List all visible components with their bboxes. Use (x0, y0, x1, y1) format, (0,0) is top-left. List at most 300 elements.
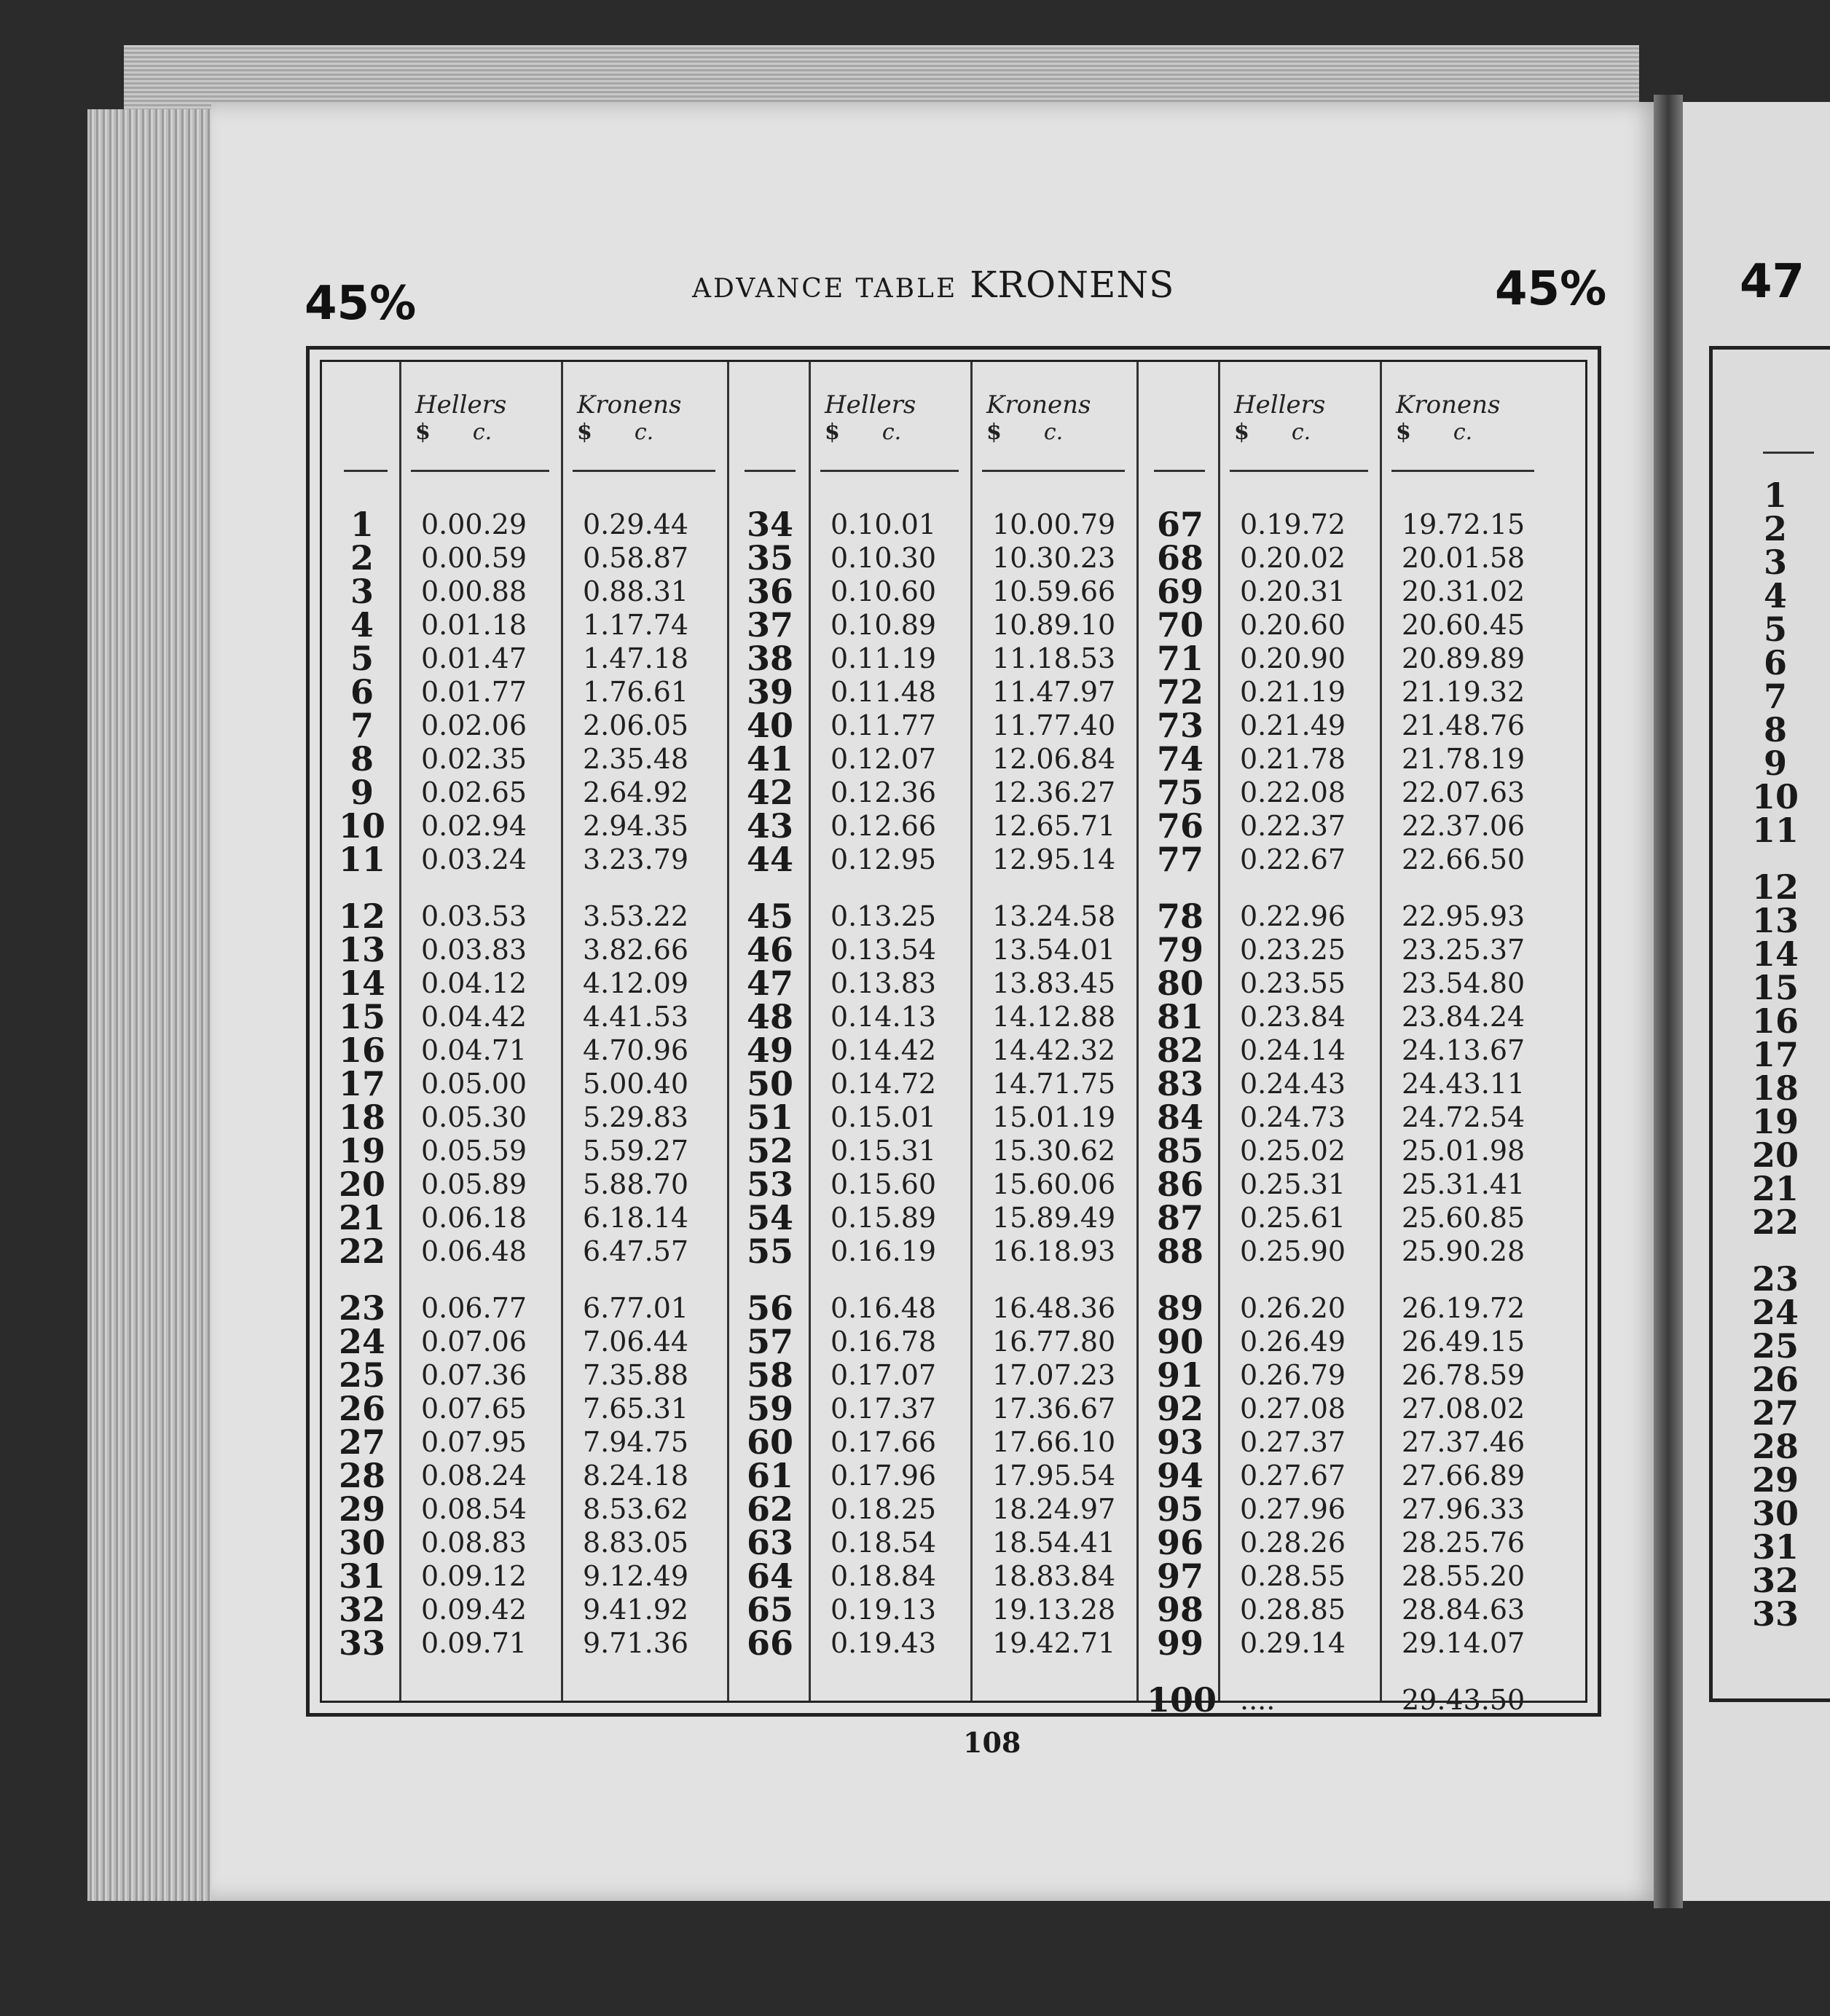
table-cell: 16.18.93 (992, 1235, 1116, 1267)
table-cell: 0.02.94 (421, 810, 527, 842)
table-cell: 0.28.55 (1240, 1560, 1346, 1592)
row-number: 32 (1751, 1561, 1799, 1600)
row-number: 78 (1156, 897, 1203, 936)
table-cell: 20.31.02 (1402, 575, 1525, 607)
table-cell: 0.20.90 (1240, 642, 1346, 674)
column-divider (727, 362, 729, 1701)
row-number: 7 (350, 706, 374, 745)
row-number: 89 (1156, 1288, 1203, 1328)
table-cell: .... (1240, 1684, 1276, 1716)
header-rule (820, 470, 959, 472)
row-number: 16 (338, 1031, 385, 1070)
row-number: 37 (746, 605, 793, 645)
row-number: 8 (1763, 710, 1787, 749)
row-number: 38 (746, 639, 793, 678)
table-cell: 0.05.00 (421, 1068, 527, 1100)
row-number: 13 (338, 930, 385, 969)
row-number: 40 (746, 706, 793, 745)
header-rule (1154, 470, 1205, 472)
table-cell: 7.35.88 (583, 1359, 689, 1391)
row-number: 22 (1751, 1202, 1799, 1242)
row-number: 30 (338, 1523, 385, 1562)
table-cell: 0.06.18 (421, 1202, 527, 1234)
row-number: 93 (1156, 1422, 1203, 1462)
row-number: 2 (1763, 509, 1787, 548)
row-number: 11 (1751, 811, 1799, 850)
header-rule (982, 470, 1125, 472)
row-number: 3 (350, 572, 374, 611)
table-cell: 0.09.71 (421, 1627, 527, 1659)
table-cell: 0.00.29 (421, 508, 527, 540)
next-page-header-rule (1763, 452, 1814, 454)
row-number: 45 (746, 897, 793, 936)
row-number: 52 (746, 1131, 793, 1170)
table-cell: 0.24.73 (1240, 1101, 1346, 1133)
table-cell: 5.00.40 (583, 1068, 689, 1100)
table-cell: 0.10.30 (830, 542, 937, 574)
row-number: 10 (338, 806, 385, 846)
table-cell: 27.96.33 (1402, 1493, 1525, 1525)
table-cell: 10.89.10 (992, 609, 1116, 641)
row-gap (1240, 1268, 1371, 1291)
row-number: 14 (338, 964, 385, 1003)
advance-table-inner (320, 360, 1587, 1720)
row-number: 18 (338, 1098, 385, 1137)
table-cell: 0.17.66 (830, 1426, 937, 1458)
table-cell: 0.21.19 (1240, 676, 1346, 708)
row-number: 1 (1763, 476, 1787, 515)
row-gap (583, 1268, 721, 1291)
row-gap (830, 1268, 962, 1291)
next-page-number-column (1743, 476, 1808, 1634)
row-number: 21 (338, 1198, 385, 1237)
table-cell: 0.19.43 (830, 1627, 937, 1659)
page-title (692, 264, 1231, 306)
table-cell: 0.09.12 (421, 1560, 527, 1592)
table-cell: 0.05.89 (421, 1168, 527, 1200)
row-number: 30 (1751, 1494, 1799, 1533)
table-cell: 22.95.93 (1402, 900, 1525, 932)
row-number: 53 (746, 1165, 793, 1204)
row-number: 14 (1751, 934, 1799, 974)
table-cell: 0.12.36 (830, 776, 937, 808)
table-cell: 0.23.55 (1240, 967, 1346, 999)
table-cell: 0.01.47 (421, 642, 527, 674)
row-number: 2 (350, 538, 374, 578)
table-cell: 0.16.48 (830, 1292, 937, 1324)
table-cell: 0.08.54 (421, 1493, 527, 1525)
table-cell: 0.01.18 (421, 609, 527, 641)
row-number: 24 (1751, 1293, 1799, 1332)
table-cell: 0.20.02 (1240, 542, 1346, 574)
table-cell: 0.03.83 (421, 934, 527, 966)
table-cell: 9.12.49 (583, 1560, 689, 1592)
row-number: 17 (1751, 1035, 1799, 1074)
table-cell: 0.13.25 (830, 900, 937, 932)
row-number: 82 (1156, 1031, 1203, 1070)
header-kronens-2: Kronens $ c. (986, 390, 1091, 445)
table-cell: 0.24.14 (1240, 1034, 1346, 1066)
table-cell: 10.00.79 (992, 508, 1116, 540)
header-hellers-1: Hellers $ c. (415, 390, 507, 445)
column-divider (809, 362, 811, 1701)
table-cell: 26.19.72 (1402, 1292, 1525, 1324)
table-cell: 0.16.19 (830, 1235, 937, 1267)
table-cell: 0.04.71 (421, 1034, 527, 1066)
table-cell: 0.19.13 (830, 1594, 937, 1626)
table-cell: 8.83.05 (583, 1527, 689, 1559)
hellers-column-3 (1240, 508, 1371, 1717)
table-cell: 7.94.75 (583, 1426, 689, 1458)
table-cell: 24.13.67 (1402, 1034, 1525, 1066)
table-cell: 0.14.13 (830, 1001, 937, 1033)
row-number: 60 (746, 1422, 793, 1462)
table-cell: 0.10.89 (830, 609, 937, 641)
table-cell: 5.88.70 (583, 1168, 689, 1200)
table-cell: 11.47.97 (992, 676, 1116, 708)
row-number: 85 (1156, 1131, 1203, 1170)
table-cell: 0.18.54 (830, 1527, 937, 1559)
table-cell: 0.08.24 (421, 1460, 527, 1492)
table-cell: 6.77.01 (583, 1292, 689, 1324)
table-cell: 0.07.65 (421, 1393, 527, 1425)
table-cell: 0.15.01 (830, 1101, 937, 1133)
table-cell: 10.30.23 (992, 542, 1116, 574)
table-cell: 1.76.61 (583, 676, 689, 708)
row-number: 4 (1763, 576, 1787, 615)
row-number: 97 (1156, 1556, 1203, 1596)
row-number: 73 (1156, 706, 1203, 745)
table-cell: 0.27.96 (1240, 1493, 1346, 1525)
table-cell: 0.16.78 (830, 1326, 937, 1358)
table-cell: 0.14.42 (830, 1034, 937, 1066)
number-column-3 (1147, 505, 1217, 1720)
table-cell: 0.22.67 (1240, 843, 1346, 875)
table-cell: 22.37.06 (1402, 810, 1525, 842)
row-number: 95 (1156, 1489, 1203, 1529)
table-cell: 9.41.92 (583, 1594, 689, 1626)
table-cell: 2.35.48 (583, 743, 689, 775)
row-number: 13 (1751, 901, 1799, 940)
table-cell: 15.30.62 (992, 1135, 1116, 1167)
advance-table (306, 346, 1601, 1720)
row-number: 32 (338, 1590, 385, 1629)
table-cell: 0.11.48 (830, 676, 937, 708)
table-cell: 16.48.36 (992, 1292, 1116, 1324)
number-column-1 (329, 505, 395, 1663)
table-cell: 29.14.07 (1402, 1627, 1525, 1659)
row-number: 54 (746, 1198, 793, 1237)
table-cell: 23.25.37 (1402, 934, 1525, 966)
table-cell: 0.20.31 (1240, 575, 1346, 607)
row-number: 18 (1751, 1068, 1799, 1108)
column-divider (1218, 362, 1220, 1701)
row-gap (1240, 1660, 1371, 1683)
table-cell: 0.09.42 (421, 1594, 527, 1626)
table-cell: 0.15.60 (830, 1168, 937, 1200)
table-cell: 0.02.06 (421, 709, 527, 741)
table-cell: 0.15.89 (830, 1202, 937, 1234)
row-number: 6 (350, 672, 374, 712)
row-gap (1240, 876, 1371, 899)
table-cell: 0.26.49 (1240, 1326, 1346, 1358)
row-number: 5 (350, 639, 374, 678)
table-cell: 7.65.31 (583, 1393, 689, 1425)
row-number: 4 (350, 605, 374, 645)
table-cell: 13.54.01 (992, 934, 1116, 966)
row-number: 29 (338, 1489, 385, 1529)
row-gap (583, 876, 721, 899)
row-number: 77 (1156, 840, 1203, 879)
row-gap (421, 1268, 552, 1291)
row-number: 47 (746, 964, 793, 1003)
table-cell: 10.59.66 (992, 575, 1116, 607)
table-cell: 27.08.02 (1402, 1393, 1525, 1425)
title-small: ADVANCE TABLE (692, 274, 958, 304)
row-number: 94 (1156, 1456, 1203, 1495)
table-cell: 3.82.66 (583, 934, 689, 966)
table-cell: 0.11.19 (830, 642, 937, 674)
row-number: 5 (1763, 610, 1787, 649)
row-number: 12 (1751, 867, 1799, 907)
table-cell: 0.24.43 (1240, 1068, 1346, 1100)
table-cell: 1.17.74 (583, 609, 689, 641)
table-cell: 22.07.63 (1402, 776, 1525, 808)
row-number: 34 (746, 505, 793, 544)
table-cell: 23.84.24 (1402, 1001, 1525, 1033)
table-cell: 0.26.79 (1240, 1359, 1346, 1391)
table-cell: 0.20.60 (1240, 609, 1346, 641)
row-number: 81 (1156, 997, 1203, 1036)
row-number: 39 (746, 672, 793, 712)
table-cell: 14.12.88 (992, 1001, 1116, 1033)
row-number: 64 (746, 1556, 793, 1596)
table-cell: 0.12.95 (830, 843, 937, 875)
table-cell: 0.19.72 (1240, 508, 1346, 540)
table-cell: 2.94.35 (583, 810, 689, 842)
row-number: 16 (1751, 1001, 1799, 1041)
table-cell: 4.12.09 (583, 967, 689, 999)
header-rule (1391, 470, 1534, 472)
row-number: 58 (746, 1355, 793, 1395)
table-cell: 0.03.24 (421, 843, 527, 875)
row-gap (830, 876, 962, 899)
table-cell: 0.22.37 (1240, 810, 1346, 842)
table-cell: 0.58.87 (583, 542, 689, 574)
row-number: 48 (746, 997, 793, 1036)
row-number: 23 (1751, 1259, 1799, 1299)
table-cell: 0.21.78 (1240, 743, 1346, 775)
table-cell: 0.06.48 (421, 1235, 527, 1267)
row-number: 15 (1751, 968, 1799, 1007)
table-cell: 0.01.77 (421, 676, 527, 708)
table-cell: 12.95.14 (992, 843, 1116, 875)
table-cell: 0.18.25 (830, 1493, 937, 1525)
row-number: 31 (338, 1556, 385, 1596)
table-cell: 19.42.71 (992, 1627, 1116, 1659)
row-number: 20 (1751, 1135, 1799, 1175)
table-cell: 20.01.58 (1402, 542, 1525, 574)
table-cell: 20.60.45 (1402, 609, 1525, 641)
row-number: 65 (746, 1590, 793, 1629)
row-number: 19 (1751, 1102, 1799, 1141)
row-gap (1402, 876, 1540, 899)
table-cell: 14.71.75 (992, 1068, 1116, 1100)
table-cell: 0.13.54 (830, 934, 937, 966)
row-number: 29 (1751, 1460, 1799, 1500)
row-number: 28 (1751, 1427, 1799, 1466)
table-cell: 0.07.06 (421, 1326, 527, 1358)
table-cell: 2.06.05 (583, 709, 689, 741)
table-cell: 0.26.20 (1240, 1292, 1346, 1324)
table-cell: 0.12.66 (830, 810, 937, 842)
row-number: 86 (1156, 1165, 1203, 1204)
percent-next-page: 47 (1740, 255, 1805, 309)
column-divider (1380, 362, 1382, 1701)
table-cell: 0.02.35 (421, 743, 527, 775)
table-cell: 28.55.20 (1402, 1560, 1525, 1592)
table-cell: 0.04.42 (421, 1001, 527, 1033)
header-kronens-3: Kronens $ c. (1396, 390, 1501, 445)
row-number: 56 (746, 1288, 793, 1328)
row-number: 72 (1156, 672, 1203, 712)
row-number: 10 (1751, 777, 1799, 816)
table-cell: 0.25.90 (1240, 1235, 1346, 1267)
book-gutter (1654, 95, 1683, 1908)
row-number: 24 (338, 1322, 385, 1361)
table-cell: 0.18.84 (830, 1560, 937, 1592)
table-cell: 0.29.44 (583, 508, 689, 540)
row-number: 28 (338, 1456, 385, 1495)
table-cell: 15.89.49 (992, 1202, 1116, 1234)
row-gap (421, 876, 552, 899)
table-cell: 19.13.28 (992, 1594, 1116, 1626)
row-number: 8 (350, 739, 374, 779)
table-cell: 8.53.62 (583, 1493, 689, 1525)
table-cell: 21.78.19 (1402, 743, 1525, 775)
row-number: 26 (338, 1389, 385, 1428)
table-cell: 2.64.92 (583, 776, 689, 808)
title-large: KRONENS (970, 264, 1175, 306)
row-number: 62 (746, 1489, 793, 1529)
table-cell: 17.36.67 (992, 1393, 1116, 1425)
row-number: 9 (1763, 744, 1787, 783)
table-cell: 0.22.08 (1240, 776, 1346, 808)
table-cell: 17.95.54 (992, 1460, 1116, 1492)
row-number: 74 (1156, 739, 1203, 779)
table-cell: 26.49.15 (1402, 1326, 1525, 1358)
row-number: 75 (1156, 773, 1203, 812)
row-number: 25 (1751, 1326, 1799, 1366)
row-number: 41 (746, 739, 793, 779)
row-gap (992, 1268, 1131, 1291)
hellers-column-2 (830, 508, 962, 1660)
table-cell: 0.88.31 (583, 575, 689, 607)
row-number: 70 (1156, 605, 1203, 645)
table-cell: 0.07.95 (421, 1426, 527, 1458)
row-number: 3 (1763, 543, 1787, 582)
table-cell: 17.66.10 (992, 1426, 1116, 1458)
table-cell: 0.27.67 (1240, 1460, 1346, 1492)
row-number: 55 (746, 1232, 793, 1271)
table-cell: 18.54.41 (992, 1527, 1116, 1559)
table-cell: 5.59.27 (583, 1135, 689, 1167)
table-cell: 0.28.26 (1240, 1527, 1346, 1559)
row-number: 67 (1156, 505, 1203, 544)
row-number: 96 (1156, 1523, 1203, 1562)
row-number: 51 (746, 1098, 793, 1137)
table-cell: 0.25.02 (1240, 1135, 1346, 1167)
row-number: 36 (746, 572, 793, 611)
table-cell: 15.01.19 (992, 1101, 1116, 1133)
table-cell: 0.00.59 (421, 542, 527, 574)
table-cell: 21.48.76 (1402, 709, 1525, 741)
row-number: 83 (1156, 1064, 1203, 1103)
kronens-column-3 (1402, 508, 1540, 1717)
row-number: 59 (746, 1389, 793, 1428)
header-rule (344, 470, 388, 472)
row-number: 27 (1751, 1393, 1799, 1433)
row-number: 91 (1156, 1355, 1203, 1395)
table-cell: 4.70.96 (583, 1034, 689, 1066)
header-hellers-2: Hellers $ c. (825, 390, 916, 445)
header-rule (1230, 470, 1368, 472)
table-cell: 12.36.27 (992, 776, 1116, 808)
row-gap (992, 876, 1131, 899)
table-cell: 0.17.07 (830, 1359, 937, 1391)
table-cell: 11.18.53 (992, 642, 1116, 674)
row-number: 9 (350, 773, 374, 812)
row-number: 43 (746, 806, 793, 846)
row-number: 92 (1156, 1389, 1203, 1428)
table-cell: 0.14.72 (830, 1068, 937, 1100)
table-cell: 0.17.96 (830, 1460, 937, 1492)
table-cell: 0.23.25 (1240, 934, 1346, 966)
table-cell: 0.15.31 (830, 1135, 937, 1167)
percent-right: 45% (1495, 262, 1607, 316)
table-cell: 27.37.46 (1402, 1426, 1525, 1458)
row-number: 17 (338, 1064, 385, 1103)
table-cell: 13.83.45 (992, 967, 1116, 999)
header-rule (745, 470, 796, 472)
table-cell: 25.90.28 (1402, 1235, 1525, 1267)
row-number: 63 (746, 1523, 793, 1562)
table-cell: 0.27.08 (1240, 1393, 1346, 1425)
table-cell: 0.23.84 (1240, 1001, 1346, 1033)
row-number: 6 (1763, 643, 1787, 682)
table-cell: 12.65.71 (992, 810, 1116, 842)
table-cell: 3.23.79 (583, 843, 689, 875)
table-cell: 0.12.07 (830, 743, 937, 775)
table-cell: 23.54.80 (1402, 967, 1525, 999)
row-number: 12 (338, 897, 385, 936)
table-cell: 0.05.59 (421, 1135, 527, 1167)
table-cell: 26.78.59 (1402, 1359, 1525, 1391)
table-cell: 4.41.53 (583, 1001, 689, 1033)
column-divider (1136, 362, 1139, 1701)
table-cell: 22.66.50 (1402, 843, 1525, 875)
table-cell: 0.11.77 (830, 709, 937, 741)
header-kronens-1: Kronens $ c. (577, 390, 682, 445)
row-gap (1402, 1268, 1540, 1291)
table-cell: 0.10.60 (830, 575, 937, 607)
row-number: 44 (746, 840, 793, 879)
table-cell: 0.06.77 (421, 1292, 527, 1324)
kronens-column-2 (992, 508, 1131, 1660)
table-cell: 0.03.53 (421, 900, 527, 932)
row-number: 23 (338, 1288, 385, 1328)
table-cell: 0.21.49 (1240, 709, 1346, 741)
